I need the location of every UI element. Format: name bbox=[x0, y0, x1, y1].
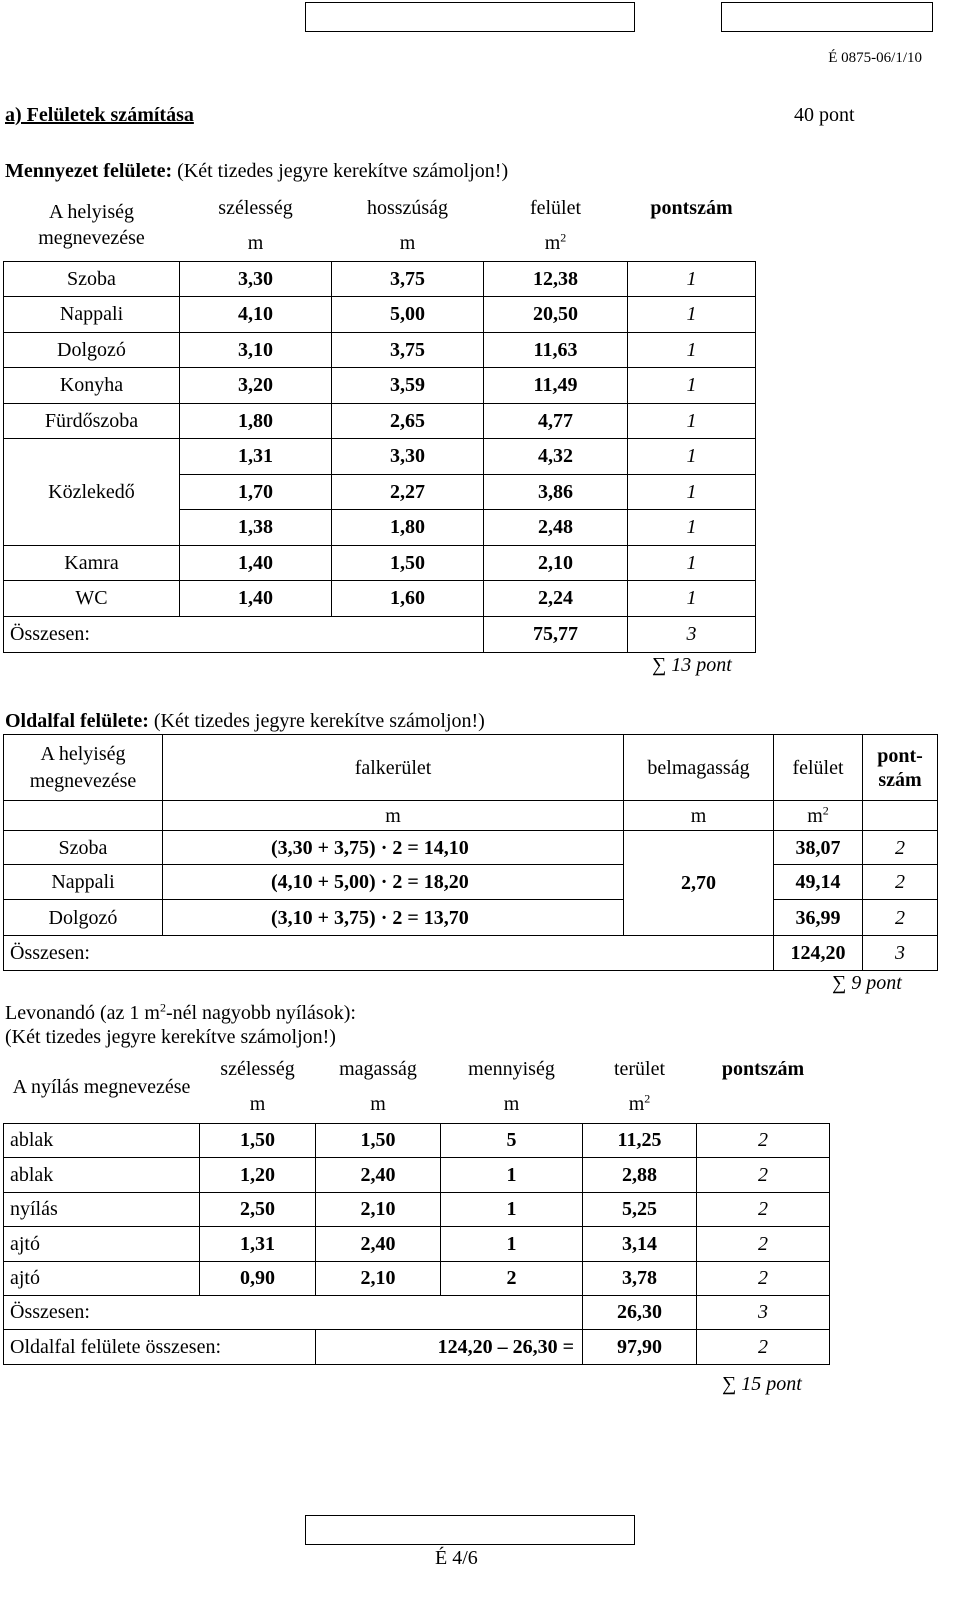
row-length: 1,60 bbox=[332, 580, 484, 616]
row-area: 4,77 bbox=[484, 403, 628, 438]
row-perimeter: (4,10 + 5,00) · 2 = 18,20 bbox=[163, 865, 624, 900]
row-points: 1 bbox=[628, 296, 756, 332]
row-name: Fürdőszoba bbox=[4, 403, 180, 438]
row-length: 3,30 bbox=[332, 438, 484, 474]
table-row bbox=[4, 545, 756, 580]
openings-header-qty: mennyiség bbox=[468, 1057, 555, 1080]
wall-header-area: felület bbox=[774, 735, 863, 801]
row-length: 1,80 bbox=[332, 509, 484, 545]
row-name: nyílás bbox=[4, 1192, 200, 1226]
row-width: 1,38 bbox=[180, 509, 332, 545]
table-row bbox=[4, 332, 756, 367]
openings-title-post: -nél nagyobb nyílások): bbox=[165, 1002, 356, 1024]
ceiling-title bbox=[5, 160, 508, 183]
row-name: ajtó bbox=[4, 1226, 200, 1261]
row-area: 3,86 bbox=[484, 474, 628, 509]
row-area: 11,63 bbox=[484, 332, 628, 367]
wall-table bbox=[3, 734, 938, 971]
wall-title-bold: Oldalfal felülete: bbox=[5, 710, 149, 732]
row-width: 4,10 bbox=[180, 296, 332, 332]
row-name: WC bbox=[4, 580, 180, 616]
row-width: 0,90 bbox=[200, 1261, 316, 1295]
row-points: 1 bbox=[628, 403, 756, 438]
row-name: Konyha bbox=[4, 367, 180, 403]
row-points: 2 bbox=[863, 900, 938, 936]
wall-header-name: A helyiség megnevezése bbox=[4, 735, 163, 801]
total-area: 124,20 bbox=[774, 936, 863, 971]
row-name: ajtó bbox=[4, 1261, 200, 1295]
row-height: 2,10 bbox=[316, 1192, 441, 1226]
openings-title bbox=[5, 1001, 356, 1049]
row-name: Nappali bbox=[4, 296, 180, 332]
openings-unit-width: m bbox=[249, 1092, 266, 1115]
row-area: 2,10 bbox=[484, 545, 628, 580]
row-length: 2,65 bbox=[332, 403, 484, 438]
openings-sum: ∑ 15 pont bbox=[722, 1373, 802, 1395]
table-row bbox=[4, 367, 756, 403]
row-area: 2,48 bbox=[484, 509, 628, 545]
ceiling-table bbox=[3, 190, 756, 653]
ceiling-unit-points-empty bbox=[628, 225, 756, 261]
table-row bbox=[4, 1123, 830, 1157]
row-area: 2,88 bbox=[583, 1157, 697, 1192]
row-points: 2 bbox=[697, 1157, 830, 1192]
row-area: 3,14 bbox=[583, 1226, 697, 1261]
section-points: 40 pont bbox=[794, 104, 855, 126]
openings-title-pre: Levonandó (az 1 m bbox=[5, 1002, 160, 1024]
ceiling-unit-length: m bbox=[399, 231, 416, 254]
ceiling-sum-text: 13 pont bbox=[671, 654, 732, 676]
row-length: 1,50 bbox=[332, 545, 484, 580]
wall-sum-text: 9 pont bbox=[851, 972, 902, 994]
openings-header-name: A nyílás megnevezése bbox=[12, 1075, 191, 1098]
ceiling-header-area: felület bbox=[529, 196, 582, 219]
row-name: Szoba bbox=[4, 831, 163, 865]
ceiling-unit-area-m: m bbox=[544, 231, 561, 254]
openings-header-area: terület bbox=[613, 1057, 666, 1080]
row-points: 2 bbox=[697, 1261, 830, 1295]
row-name-kozlekedo: Közlekedő bbox=[4, 438, 180, 545]
row-width: 1,40 bbox=[180, 580, 332, 616]
wall-unit-height: m bbox=[624, 801, 774, 831]
row-width: 3,10 bbox=[180, 332, 332, 367]
row-points: 2 bbox=[863, 865, 938, 900]
openings-sum-text: 15 pont bbox=[741, 1373, 802, 1395]
openings-title-note: (Két tizedes jegyre kerekítve számoljon!) bbox=[5, 1026, 336, 1048]
ceiling-header-points: pontszám bbox=[650, 196, 733, 219]
row-points: 1 bbox=[628, 332, 756, 367]
row-name: Dolgozó bbox=[4, 900, 163, 936]
row-qty: 2 bbox=[441, 1261, 583, 1295]
openings-header-width: szélesség bbox=[220, 1057, 295, 1080]
row-qty: 1 bbox=[441, 1192, 583, 1226]
row-points: 1 bbox=[628, 367, 756, 403]
wall-unit-area: $m^2$ bbox=[774, 801, 863, 831]
page-number: É 4/6 bbox=[435, 1547, 478, 1569]
openings-header-height: magasság bbox=[339, 1057, 417, 1080]
row-width: 1,70 bbox=[180, 474, 332, 509]
final-label: Oldalfal felülete összesen: bbox=[4, 1329, 316, 1364]
openings-title-sup: 2 bbox=[159, 1000, 166, 1015]
row-area: 12,38 bbox=[484, 261, 628, 296]
row-width: 3,20 bbox=[180, 367, 332, 403]
row-points: 1 bbox=[628, 509, 756, 545]
openings-unit-points-empty bbox=[697, 1085, 830, 1123]
total-points: 3 bbox=[863, 936, 938, 971]
wall-header-points-2: szám bbox=[878, 768, 922, 791]
table-row bbox=[4, 296, 756, 332]
row-points: 2 bbox=[697, 1192, 830, 1226]
final-row bbox=[4, 1329, 830, 1364]
row-area: 2,24 bbox=[484, 580, 628, 616]
row-width: 1,80 bbox=[180, 403, 332, 438]
row-height: 2,10 bbox=[316, 1261, 441, 1295]
wall-unit-perimeter: m bbox=[163, 801, 624, 831]
total-points: 3 bbox=[628, 616, 756, 652]
row-area: 5,25 bbox=[583, 1192, 697, 1226]
total-label: Összesen: bbox=[4, 936, 774, 971]
wall-height: 2,70 bbox=[624, 831, 774, 936]
wall-title bbox=[5, 710, 485, 733]
wall-unit-points-empty bbox=[863, 801, 938, 831]
table-row bbox=[4, 1226, 830, 1261]
row-height: 2,40 bbox=[316, 1226, 441, 1261]
total-points: 3 bbox=[697, 1295, 830, 1329]
table-row bbox=[4, 438, 756, 474]
wall-header-height: belmagasság bbox=[624, 735, 774, 801]
row-width: 1,31 bbox=[180, 438, 332, 474]
row-points: 1 bbox=[628, 580, 756, 616]
wall-sum: ∑ 9 pont bbox=[832, 972, 902, 994]
row-name: ablak bbox=[4, 1123, 200, 1157]
row-points: 1 bbox=[628, 545, 756, 580]
wall-header-points-1: pont- bbox=[877, 744, 923, 767]
row-qty: 1 bbox=[441, 1226, 583, 1261]
row-name: Szoba bbox=[4, 261, 180, 296]
table-row bbox=[4, 831, 938, 865]
row-width: 3,30 bbox=[180, 261, 332, 296]
ceiling-sum: ∑ 13 pont bbox=[652, 654, 732, 676]
wall-header-points bbox=[863, 735, 938, 801]
section-title: a) Felületek számítása bbox=[5, 104, 194, 126]
ceiling-unit-width: m bbox=[247, 231, 264, 254]
table-row bbox=[4, 1261, 830, 1295]
row-area: 4,32 bbox=[484, 438, 628, 474]
wall-unit-empty bbox=[4, 801, 163, 831]
header-box-left bbox=[305, 2, 635, 32]
row-width: 1,40 bbox=[180, 545, 332, 580]
row-area: 38,07 bbox=[774, 831, 863, 865]
row-area: 20,50 bbox=[484, 296, 628, 332]
total-label: Összesen: bbox=[4, 1295, 583, 1329]
total-row bbox=[4, 616, 756, 652]
row-name: ablak bbox=[4, 1157, 200, 1192]
table-row bbox=[4, 900, 938, 936]
row-points: 1 bbox=[628, 261, 756, 296]
openings-header-points: pontszám bbox=[721, 1057, 805, 1080]
row-area: 11,25 bbox=[583, 1123, 697, 1157]
row-length: 2,27 bbox=[332, 474, 484, 509]
row-points: 2 bbox=[697, 1226, 830, 1261]
row-qty: 1 bbox=[441, 1157, 583, 1192]
openings-table bbox=[3, 1052, 830, 1365]
row-width: 1,20 bbox=[200, 1157, 316, 1192]
row-width: 1,31 bbox=[200, 1226, 316, 1261]
row-qty: 5 bbox=[441, 1123, 583, 1157]
row-area: 49,14 bbox=[774, 865, 863, 900]
row-width: 1,50 bbox=[200, 1123, 316, 1157]
ceiling-header-length: hosszúság bbox=[366, 196, 449, 219]
table-row bbox=[4, 403, 756, 438]
row-perimeter: (3,10 + 3,75) · 2 = 13,70 bbox=[163, 900, 624, 936]
table-row bbox=[4, 1157, 830, 1192]
row-length: 3,75 bbox=[332, 261, 484, 296]
row-width: 2,50 bbox=[200, 1192, 316, 1226]
row-points: 2 bbox=[863, 831, 938, 865]
table-row bbox=[4, 580, 756, 616]
row-points: 1 bbox=[628, 438, 756, 474]
table-row bbox=[4, 261, 756, 296]
row-points: 2 bbox=[697, 1123, 830, 1157]
ceiling-title-bold: Mennyezet felülete: bbox=[5, 160, 173, 182]
row-area: 3,78 bbox=[583, 1261, 697, 1295]
row-name: Kamra bbox=[4, 545, 180, 580]
ceiling-title-note: (Két tizedes jegyre kerekítve számoljon!) bbox=[177, 160, 509, 182]
row-height: 2,40 bbox=[316, 1157, 441, 1192]
wall-unit-area-m: m bbox=[807, 804, 823, 827]
ceiling-header-width: szélesség bbox=[218, 196, 293, 219]
total-label: Összesen: bbox=[4, 616, 484, 652]
row-name: Dolgozó bbox=[4, 332, 180, 367]
row-name: Nappali bbox=[4, 865, 163, 900]
final-area: 97,90 bbox=[583, 1329, 697, 1364]
header-box-right bbox=[721, 2, 933, 32]
row-length: 5,00 bbox=[332, 296, 484, 332]
doc-code: É 0875-06/1/10 bbox=[828, 50, 922, 66]
total-area: 26,30 bbox=[583, 1295, 697, 1329]
row-area: 11,49 bbox=[484, 367, 628, 403]
footer-box bbox=[305, 1515, 635, 1545]
final-points: 2 bbox=[697, 1329, 830, 1364]
row-points: 1 bbox=[628, 474, 756, 509]
wall-header-perimeter: falkerület bbox=[163, 735, 624, 801]
total-area: 75,77 bbox=[484, 616, 628, 652]
final-calc: 124,20 – 26,30 = bbox=[316, 1329, 583, 1364]
ceiling-header-name: A helyiség megnevezése bbox=[38, 201, 145, 250]
openings-unit-area: $m^2$ bbox=[628, 1091, 651, 1115]
table-row bbox=[4, 865, 938, 900]
table-row bbox=[4, 1192, 830, 1226]
row-length: 3,75 bbox=[332, 332, 484, 367]
total-row bbox=[4, 1295, 830, 1329]
row-height: 1,50 bbox=[316, 1123, 441, 1157]
wall-title-note: (Két tizedes jegyre kerekítve számoljon!) bbox=[153, 710, 485, 732]
ceiling-unit-area: $m^2$ bbox=[544, 230, 567, 254]
row-perimeter: (3,30 + 3,75) · 2 = 14,10 bbox=[163, 831, 624, 865]
openings-unit-height: m bbox=[370, 1092, 386, 1115]
openings-unit-area-m: m bbox=[628, 1092, 645, 1115]
row-area: 36,99 bbox=[774, 900, 863, 936]
row-length: 3,59 bbox=[332, 367, 484, 403]
openings-unit-qty: m bbox=[503, 1092, 520, 1115]
total-row bbox=[4, 936, 938, 971]
